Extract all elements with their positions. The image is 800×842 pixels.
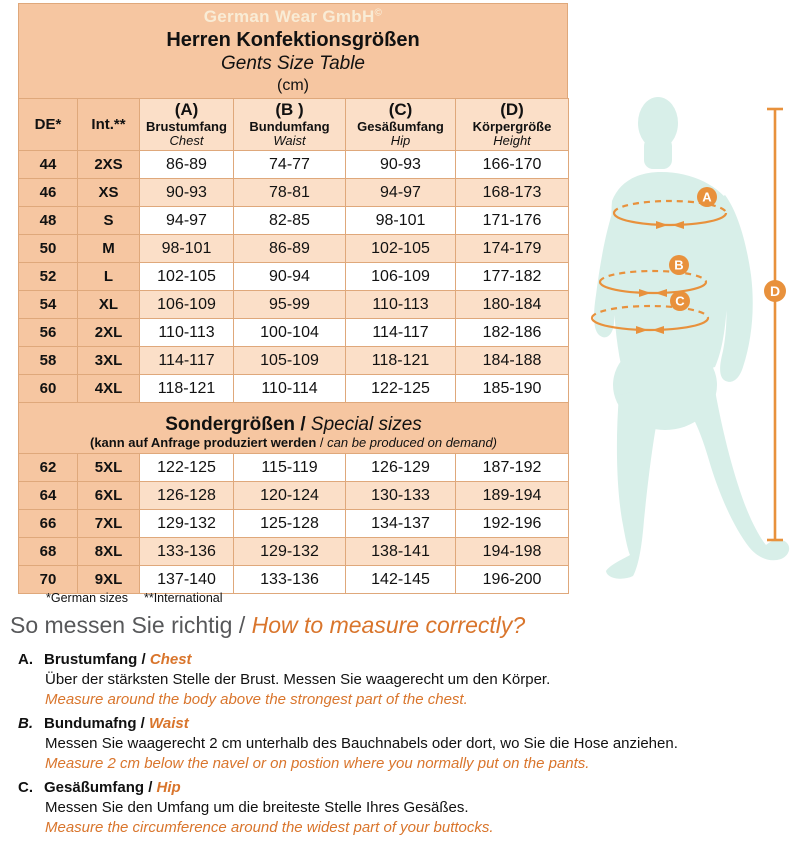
measuring-instructions [18,650,793,842]
size-row [19,291,569,319]
waist-label: B [674,257,684,273]
cell-chest: 102-105 [140,263,234,291]
measure-heading-separator: / [232,612,252,638]
instruction-waist [18,714,793,773]
instruction-waist-separator: / [136,715,149,732]
instruction-hip-text-de: Messen Sie den Umfang um die breiteste Stelle Ihres Gesäßes. [45,799,469,816]
cell-hip: 106-109 [346,263,456,291]
cell-chest: 118-121 [140,375,234,403]
cell-hip: 110-113 [346,291,456,319]
instruction-letter-b: B. [18,715,33,732]
instruction-hip [18,778,793,837]
special-title-german: Sondergrößen [165,413,296,435]
size-row [19,482,569,510]
measure-heading-german: So messen Sie richtig [10,612,233,638]
special-sizes-subtitle [19,435,568,451]
cell-de: 54 [19,291,78,319]
instruction-chest-text-de: Über der stärksten Stelle der Brust. Messen Sie waagerecht um den Körper. [45,671,551,688]
header-letter-a: (A) [174,99,199,119]
header-letter-c: (C) [388,99,413,119]
cell-de: 60 [19,375,78,403]
cell-int: 9XL [78,566,140,594]
header-height-en: Height [493,132,531,148]
instruction-waist-label [18,714,793,733]
cell-de: 64 [19,482,78,510]
height-measure-line [767,109,783,540]
table-heading-german: Herren Konfektionsgrößen [166,29,420,51]
cell-height: 168-173 [456,179,569,207]
cell-int: 4XL [78,375,140,403]
special-subtitle-german: (kann auf Anfrage produziert werden [89,435,317,451]
footnote-german-sizes: *German sizes [46,591,128,605]
cell-chest: 129-132 [140,510,234,538]
header-height-de: Körpergröße [472,118,552,134]
cell-waist: 129-132 [234,538,346,566]
header-letter-d: (D) [500,99,524,119]
cell-height: 194-198 [456,538,569,566]
cell-de: 52 [19,263,78,291]
cell-height: 174-179 [456,235,569,263]
cell-chest: 94-97 [140,207,234,235]
cell-hip: 134-137 [346,510,456,538]
height-label: D [769,283,781,299]
cell-hip: 90-93 [346,151,456,179]
cell-waist: 120-124 [234,482,346,510]
cell-chest: 106-109 [140,291,234,319]
cell-hip: 102-105 [346,235,456,263]
instruction-chest-separator: / [137,651,150,668]
instruction-waist-term-de: Bundumafng [44,715,137,732]
cell-hip: 130-133 [346,482,456,510]
header-hip-de: Gesäßumfang [357,118,444,134]
instruction-chest-term-en: Chest [149,651,192,668]
size-row [19,510,569,538]
cell-de: 68 [19,538,78,566]
cell-height: 196-200 [456,566,569,594]
cell-height: 184-188 [456,347,569,375]
cell-hip: 114-117 [346,319,456,347]
body-measurement-figure [565,95,800,595]
cell-height: 171-176 [456,207,569,235]
cell-chest: 126-128 [140,482,234,510]
header-chest [140,99,234,151]
instruction-letter-a: A. [18,651,33,668]
cell-waist: 90-94 [234,263,346,291]
cell-hip: 126-129 [346,454,456,482]
chest-label: A [702,189,712,205]
cell-waist: 133-136 [234,566,346,594]
header-row [19,99,569,151]
male-silhouette [594,97,789,579]
cell-de: 70 [19,566,78,594]
cell-de: 48 [19,207,78,235]
size-row [19,207,569,235]
cell-de: 56 [19,319,78,347]
size-row [19,347,569,375]
instruction-chest-term-de: Brustumfang [44,651,138,668]
instruction-waist-term-en: Waist [149,715,189,732]
size-row [19,375,569,403]
header-chest-de: Brustumfang [146,118,227,134]
instruction-hip-separator: / [144,779,157,796]
instruction-waist-text-en: Measure 2 cm below the navel or on postion where you normally put on the pants. [45,755,590,772]
instruction-chest [18,650,793,709]
measure-heading-english: How to measure correctly? [251,612,526,638]
special-sizes-band [19,403,569,454]
hip-label: C [675,293,685,309]
cell-de: 66 [19,510,78,538]
size-row [19,454,569,482]
cell-hip: 118-121 [346,347,456,375]
cell-int: 2XL [78,319,140,347]
special-subtitle-separator: / [316,435,328,451]
cell-de: 50 [19,235,78,263]
cell-chest: 90-93 [140,179,234,207]
cell-height: 177-182 [456,263,569,291]
cell-int: 3XL [78,347,140,375]
cell-height: 192-196 [456,510,569,538]
cell-chest: 122-125 [140,454,234,482]
instruction-waist-text-de: Messen Sie waagerecht 2 cm unterhalb des Bauchnabels oder dort, wo Sie die Hose anziehen. [45,735,678,752]
header-waist [234,99,346,151]
header-waist-de: Bundumfang [249,118,330,134]
cell-waist: 95-99 [234,291,346,319]
cell-hip: 142-145 [346,566,456,594]
header-int: Int.** [78,99,140,151]
brand-title [19,7,567,27]
header-chest-en: Chest [169,132,204,148]
cell-chest: 86-89 [140,151,234,179]
cell-waist: 125-128 [234,510,346,538]
cell-height: 189-194 [456,482,569,510]
instruction-hip-text-en: Measure the circumference around the widest part of your buttocks. [45,819,494,836]
cell-hip: 138-141 [346,538,456,566]
cell-hip: 122-125 [346,375,456,403]
header-letter-b: (B ) [275,99,304,119]
cell-hip: 98-101 [346,207,456,235]
cell-int: 2XS [78,151,140,179]
cell-int: L [78,263,140,291]
brand-name: German Wear GmbH [203,7,375,26]
cell-chest: 110-113 [140,319,234,347]
instruction-chest-text-en: Measure around the body above the strongest part of the chest. [45,691,468,708]
special-title-separator: / [295,413,311,435]
instruction-chest-label [18,650,793,669]
cell-waist: 78-81 [234,179,346,207]
footnote [46,591,239,605]
cell-int: 6XL [78,482,140,510]
cell-height: 187-192 [456,454,569,482]
header-de: DE* [19,99,78,151]
size-row [19,235,569,263]
cell-de: 58 [19,347,78,375]
cell-de: 44 [19,151,78,179]
special-subtitle-english: can be produced on demand) [327,435,498,451]
cell-int: 5XL [78,454,140,482]
size-row [19,566,569,594]
cell-height: 185-190 [456,375,569,403]
header-hip [346,99,456,151]
instruction-hip-label [18,778,793,797]
cell-int: 7XL [78,510,140,538]
cell-int: 8XL [78,538,140,566]
cell-height: 180-184 [456,291,569,319]
size-table [18,98,569,594]
cell-chest: 114-117 [140,347,234,375]
measure-heading [10,612,525,639]
size-table-column [18,3,568,594]
special-title-english: Special sizes [310,413,422,435]
cell-waist: 115-119 [234,454,346,482]
instruction-hip-term-de: Gesäßumfang [44,779,145,796]
cell-waist: 86-89 [234,235,346,263]
special-sizes-title [19,414,568,436]
header-waist-en: Waist [273,132,306,148]
cell-height: 182-186 [456,319,569,347]
cell-waist: 105-109 [234,347,346,375]
size-row [19,151,569,179]
size-row [19,319,569,347]
cell-int: S [78,207,140,235]
cell-waist: 82-85 [234,207,346,235]
cell-waist: 74-77 [234,151,346,179]
cell-int: M [78,235,140,263]
cell-waist: 100-104 [234,319,346,347]
size-row [19,263,569,291]
cell-waist: 110-114 [234,375,346,403]
cell-chest: 133-136 [140,538,234,566]
cell-hip: 94-97 [346,179,456,207]
cell-chest: 137-140 [140,566,234,594]
copyright-mark: © [374,7,383,19]
header-height [456,99,569,151]
size-row [19,538,569,566]
cell-int: XL [78,291,140,319]
cell-height: 166-170 [456,151,569,179]
special-sizes-band-cell [19,403,569,454]
instruction-hip-term-en: Hip [156,779,181,796]
table-heading-english: Gents Size Table [221,53,365,74]
cell-de: 46 [19,179,78,207]
footnote-international: **International [143,591,223,605]
title-block [18,3,568,98]
cell-int: XS [78,179,140,207]
unit-label: (cm) [277,77,309,94]
size-row [19,179,569,207]
header-hip-en: Hip [390,132,411,148]
cell-de: 62 [19,454,78,482]
cell-chest: 98-101 [140,235,234,263]
instruction-letter-c: C. [18,779,33,796]
